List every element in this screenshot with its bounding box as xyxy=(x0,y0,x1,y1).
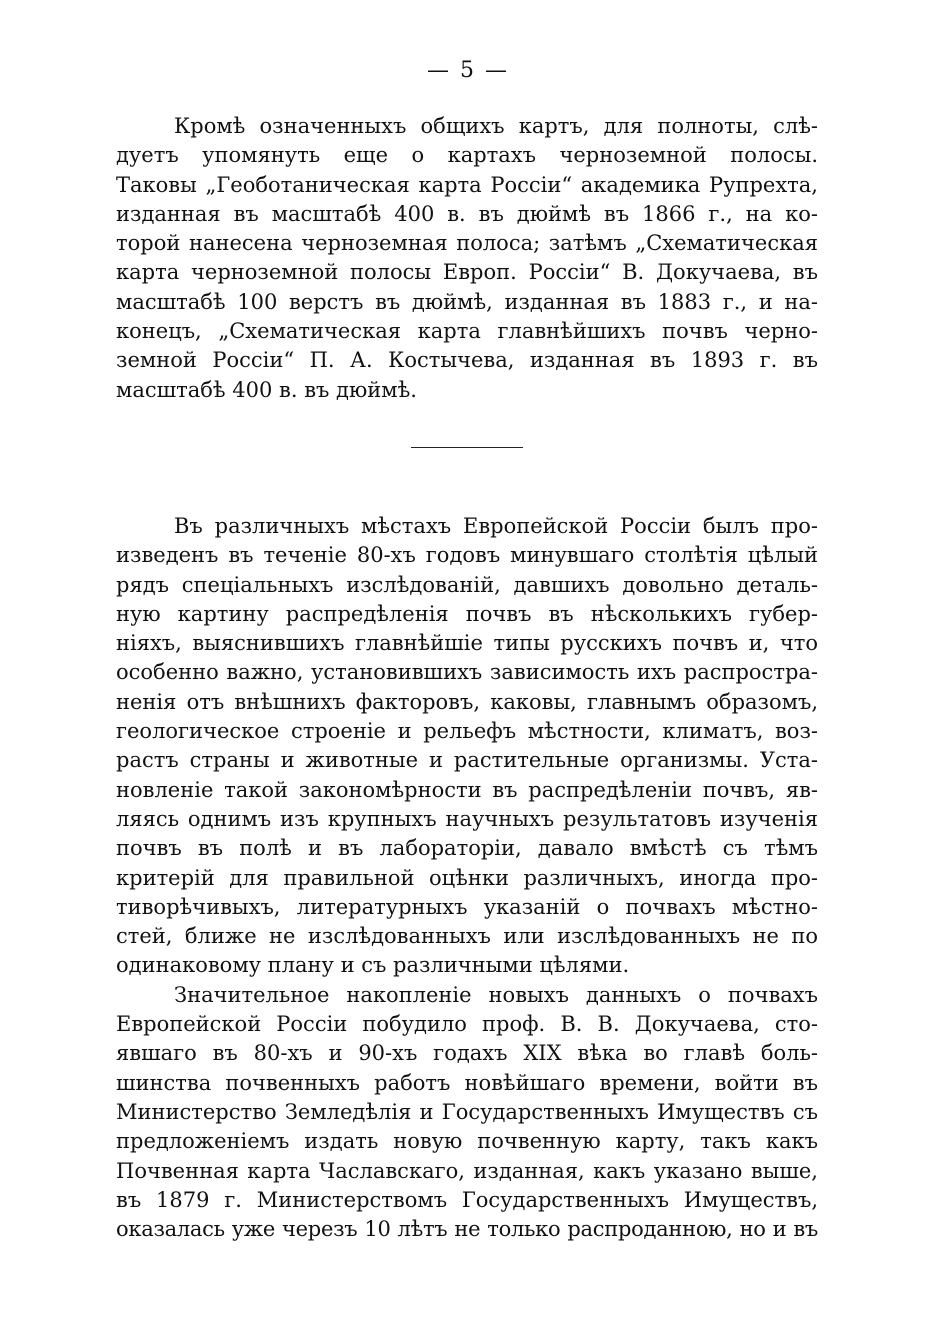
text-line: конецъ, „Схематическая карта главнѣйшихъ почвъ черно- xyxy=(116,319,818,344)
text-line: геологическое строеніе и рельефъ мѣстности, климатъ, воз- xyxy=(116,719,818,744)
text-line: въ 1879 г. Министерствомъ Государственныхъ Имуществъ, xyxy=(116,1187,818,1212)
text-line: рядъ спеціальныхъ изслѣдованій, давшихъ довольно деталь- xyxy=(116,572,818,597)
text-line: стей, ближе не изслѣдованныхъ или изслѣдованныхъ не по xyxy=(116,924,818,949)
text-line: оказалась уже черезъ 10 лѣтъ не только распроданною, но и въ xyxy=(116,1217,818,1242)
page-number: — 5 — xyxy=(427,58,509,83)
paragraph-maps xyxy=(116,112,818,405)
text-line: карта черноземной полосы Европ. Россіи“ В. Докучаева, въ xyxy=(116,260,818,285)
text-line: шинства почвенныхъ работъ новѣйшаго времени, войти въ xyxy=(116,1070,818,1095)
text-line: Европейской Россіи побудило проф. В. В. Докучаева, сто- xyxy=(116,1012,818,1037)
section-divider xyxy=(411,447,523,448)
text-line: тиворѣчивыхъ, литературныхъ указаній о почвахъ мѣстно- xyxy=(116,894,818,919)
text-line: почвъ въ полѣ и въ лабораторіи, давало вмѣстѣ съ тѣмъ xyxy=(116,836,818,861)
text-line: Въ различныхъ мѣстахъ Европейской Россіи былъ про- xyxy=(174,514,818,538)
body-text xyxy=(116,512,818,1244)
text-line: Значительное накопленіе новыхъ данныхъ о почвахъ xyxy=(174,982,818,1007)
text-line: масштабѣ 100 верстъ въ дюймѣ, изданная въ 1883 г., и на- xyxy=(116,289,818,314)
text-line: ненія отъ внѣшнихъ факторовъ, каковы, главнымъ образомъ, xyxy=(116,689,818,714)
text-line: изведенъ въ теченіе 80-хъ годовъ минувшаго столѣтія цѣлый xyxy=(116,543,818,568)
text-line: критерій для правильной оцѣнки различныхъ, иногда про- xyxy=(116,865,818,890)
text-line: дуетъ упомянуть еще о картахъ черноземной полосы. xyxy=(116,143,818,168)
text-line: предложеніемъ издать новую почвенную карту, такъ какъ xyxy=(116,1129,818,1154)
text-line: Кромѣ означенныхъ общихъ картъ, для полноты, слѣ- xyxy=(174,114,818,138)
text-line: ную картину распредѣленія почвъ въ нѣсколькихъ губер- xyxy=(116,601,818,626)
text-line: изданная въ масштабѣ 400 в. въ дюймѣ въ 1866 г., на ко- xyxy=(116,201,818,226)
text-line: ляясь однимъ изъ крупныхъ научныхъ результатовъ изученія xyxy=(116,806,818,831)
text-line: торой нанесена черноземная полоса; затѣмъ „Схематическая xyxy=(116,231,818,256)
text-line: Почвенная карта Чаславскаго, изданная, какъ указано выше, xyxy=(116,1158,818,1183)
text-line: явшаго въ 80-хъ и 90-хъ годахъ XIX вѣка во главѣ боль- xyxy=(116,1041,818,1066)
text-line: новленіе такой закономѣрности въ распредѣленіи почвъ, яв- xyxy=(116,777,818,802)
text-line: Таковы „Геоботаническая карта Россіи“ академика Рупрехта, xyxy=(116,172,818,197)
text-line: масштабѣ 400 в. въ дюймѣ. xyxy=(116,377,417,402)
text-line: земной Россіи“ П. А. Костычева, изданная въ 1893 г. въ xyxy=(116,348,818,373)
text-line: растъ страны и животные и растительные организмы. Уста- xyxy=(116,748,818,773)
text-line: одинаковому плану и съ различными цѣлями. xyxy=(116,953,630,978)
text-line: Министерство Земледѣлія и Государственныхъ Имуществъ съ xyxy=(116,1099,818,1124)
text-line: ніяхъ, выяснившихъ главнѣйшіе типы русскихъ почвъ и, что xyxy=(116,631,818,656)
text-line: особенно важно, установившихъ зависимость ихъ распростра- xyxy=(116,660,818,685)
